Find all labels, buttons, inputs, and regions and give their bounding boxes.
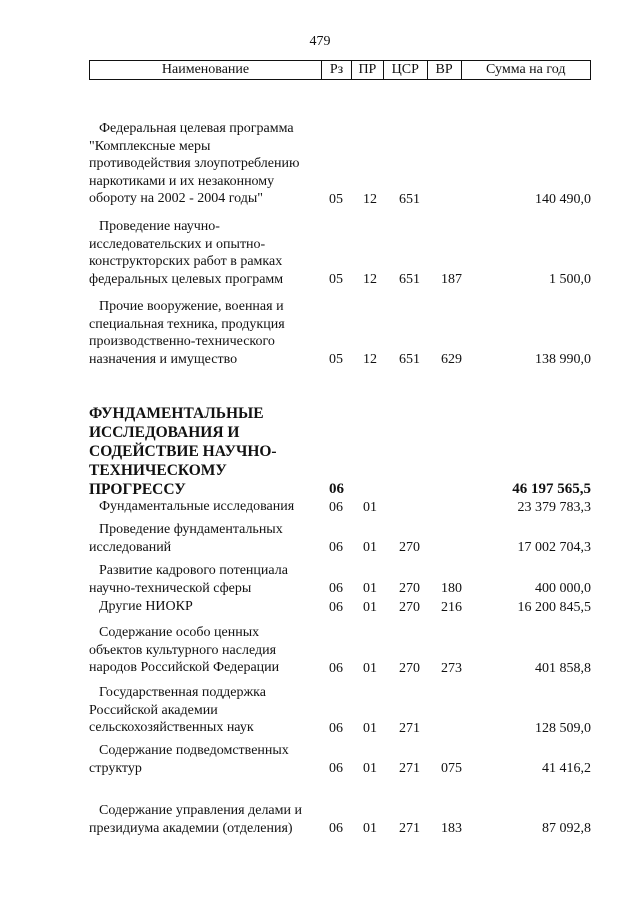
row-sum: 46 197 565,5 (512, 480, 591, 497)
row-sum: 401 858,8 (535, 660, 591, 676)
table-row (89, 498, 591, 516)
row-csr: 651 (399, 351, 420, 367)
row-name-line: Развитие кадрового потенциала (99, 563, 288, 578)
row-vr: 180 (441, 580, 462, 596)
row-name-line: сельскохозяйственных наук (89, 720, 254, 735)
section-title-line: ПРОГРЕССУ (89, 481, 186, 498)
header-rz: Рз (322, 61, 352, 79)
row-rz: 05 (329, 191, 343, 207)
row-name-line: федеральных целевых программ (89, 271, 284, 287)
row-sum: 17 002 704,3 (517, 539, 591, 555)
row-name-line: исследований (89, 539, 172, 555)
row-sum: 128 509,0 (535, 720, 591, 736)
section-title-line: ИССЛЕДОВАНИЯ И (89, 424, 240, 441)
row-name-line: специальная техника, продукция (89, 316, 285, 332)
row-name-line: обороту на 2002 - 2004 годы" (89, 191, 263, 206)
row-pr: 01 (363, 539, 377, 555)
table-row (89, 684, 591, 737)
row-name (89, 742, 324, 777)
row-name-line: президиума академии (отделения) (89, 820, 293, 836)
row-name-line: Российской академии (89, 702, 218, 718)
header-pr: ПР (352, 61, 384, 79)
row-name-line: Прочие вооружение, военная и (99, 299, 284, 314)
section-row (89, 404, 591, 498)
row-name-line: Фундаментальные исследования (99, 499, 295, 514)
row-csr: 270 (399, 539, 420, 555)
row-rz: 06 (329, 820, 343, 836)
row-name-line: Федеральная целевая программа (99, 121, 294, 136)
row-csr: 270 (399, 660, 420, 676)
row-name (89, 521, 324, 556)
header-vr: ВР (428, 61, 462, 79)
row-name-line: "Комплексные меры (89, 138, 211, 154)
row-rz: 06 (329, 480, 344, 497)
row-name-line: конструкторских работ в рамках (89, 254, 283, 269)
row-name-line: научно-технической сферы (89, 580, 252, 596)
row-sum: 400 000,0 (535, 580, 591, 596)
header-sum: Сумма на год (486, 62, 566, 77)
row-rz: 06 (329, 660, 343, 676)
row-name-line: исследовательских и опытно- (89, 236, 266, 252)
row-rz: 06 (329, 499, 343, 515)
row-csr: 651 (399, 191, 420, 207)
row-rz: 06 (329, 539, 343, 555)
row-vr: 273 (441, 660, 462, 676)
row-name (89, 598, 324, 616)
row-rz: 05 (329, 351, 343, 367)
row-csr: 270 (399, 599, 420, 615)
row-name (89, 802, 324, 837)
row-name-line: Проведение фундаментальных (99, 522, 283, 537)
row-name (89, 684, 324, 737)
table-row (89, 298, 591, 368)
row-name-line: народов Российской Федерации (89, 660, 280, 675)
row-csr: 651 (399, 271, 420, 287)
row-csr: 271 (399, 720, 420, 736)
row-name-line: противодействия злоупотреблению (89, 156, 300, 171)
header-name: Наименование (90, 61, 322, 79)
row-sum: 1 500,0 (549, 271, 591, 287)
row-name (89, 298, 324, 368)
row-name-line: Государственная поддержка (99, 685, 266, 700)
row-sum: 23 379 783,3 (517, 499, 591, 515)
row-pr: 12 (363, 271, 377, 287)
row-rz: 06 (329, 720, 343, 736)
row-rz: 05 (329, 271, 343, 287)
table-header (89, 60, 591, 80)
table-row (89, 521, 591, 556)
section-title-line: ФУНДАМЕНТАЛЬНЫЕ (89, 405, 264, 422)
table-row (89, 598, 591, 616)
row-name-line: Проведение научно- (99, 219, 220, 234)
row-name (89, 120, 324, 208)
row-name-line: производственно-технического (89, 334, 275, 349)
table-row (89, 120, 591, 208)
page-number: 479 (309, 34, 331, 49)
row-rz: 06 (329, 580, 343, 596)
row-pr: 12 (363, 351, 377, 367)
row-pr: 01 (363, 660, 377, 676)
section-title-line: ТЕХНИЧЕСКОМУ (89, 462, 227, 479)
row-pr: 12 (363, 191, 377, 207)
row-name (89, 624, 324, 677)
row-name-line: Содержание особо ценных (99, 625, 260, 640)
section-title (89, 404, 324, 499)
row-name-line: Другие НИОКР (99, 599, 193, 614)
row-vr: 075 (441, 760, 462, 776)
row-pr: 01 (363, 720, 377, 736)
row-name (89, 498, 324, 516)
row-csr: 271 (399, 820, 420, 836)
row-pr: 01 (363, 820, 377, 836)
row-vr: 187 (441, 271, 462, 287)
header-csr: ЦСР (384, 61, 428, 79)
table-row (89, 802, 591, 837)
row-sum: 138 990,0 (535, 351, 591, 367)
table-row (89, 624, 591, 677)
row-pr: 01 (363, 599, 377, 615)
row-vr: 183 (441, 820, 462, 836)
row-pr: 01 (363, 580, 377, 596)
row-sum: 16 200 845,5 (517, 599, 591, 615)
row-name-line: объектов культурного наследия (89, 642, 277, 658)
row-name (89, 218, 324, 288)
row-name-line: Содержание подведомственных (99, 743, 289, 758)
row-name-line: наркотиками и их незаконному (89, 173, 275, 189)
row-vr: 216 (441, 599, 462, 615)
row-pr: 01 (363, 499, 377, 515)
section-title-line: СОДЕЙСТВИЕ НАУЧНО- (89, 443, 277, 460)
row-name-line: Содержание управления делами и (99, 803, 302, 818)
row-vr: 629 (441, 351, 462, 367)
table-row (89, 218, 591, 288)
row-sum: 140 490,0 (535, 191, 591, 207)
row-csr: 271 (399, 760, 420, 776)
row-sum: 87 092,8 (542, 820, 591, 836)
row-csr: 270 (399, 580, 420, 596)
row-name-line: структур (89, 760, 142, 776)
row-pr: 01 (363, 760, 377, 776)
row-sum: 41 416,2 (542, 760, 591, 776)
row-rz: 06 (329, 599, 343, 615)
row-name-line: назначения и имущество (89, 351, 238, 367)
row-rz: 06 (329, 760, 343, 776)
table-row (89, 562, 591, 597)
row-name (89, 562, 324, 597)
table-row (89, 742, 591, 777)
